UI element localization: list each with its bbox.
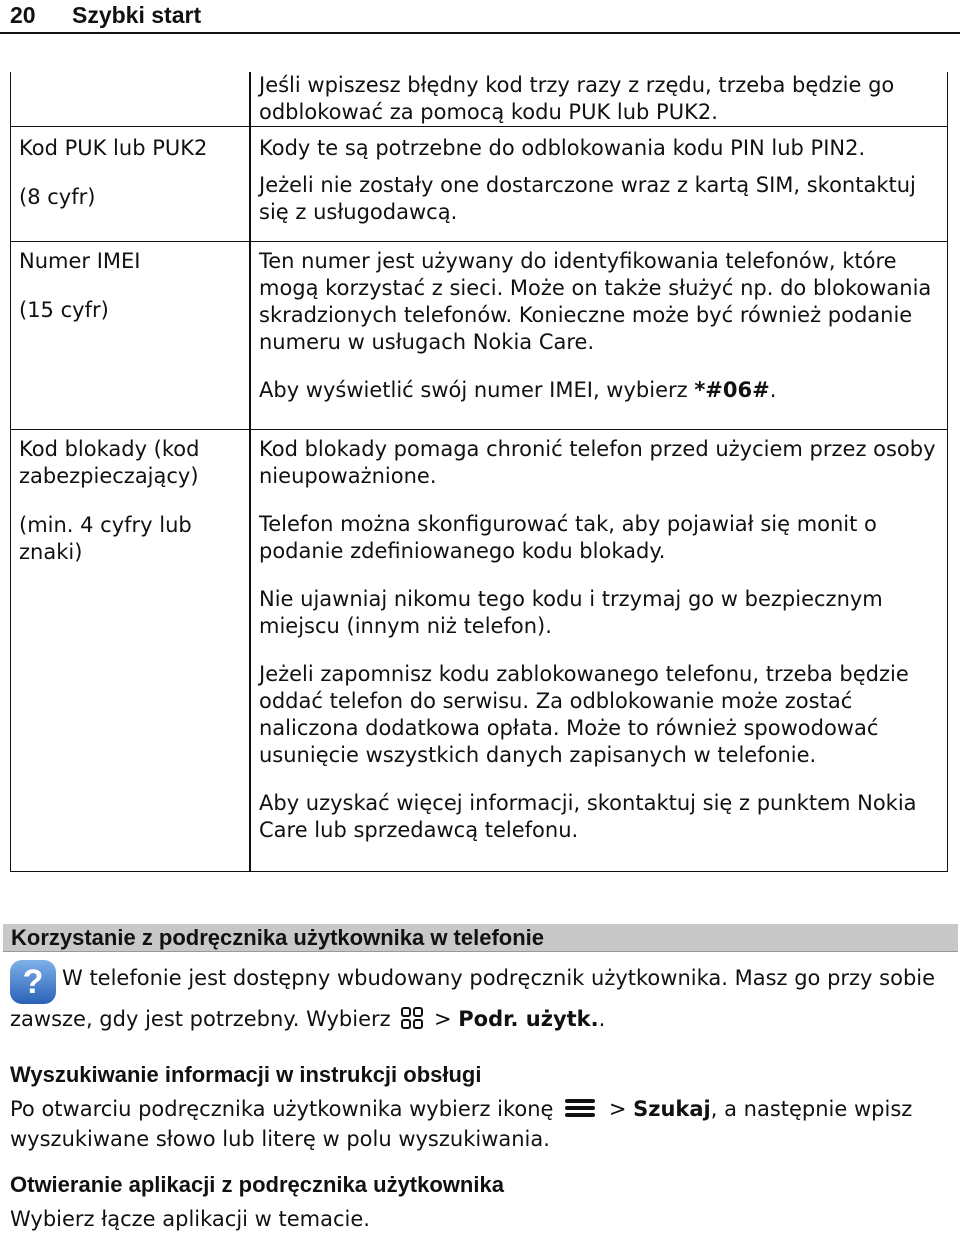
table-row — [11, 127, 948, 242]
guide-path: Podr. użytk. — [458, 1007, 599, 1031]
pin-warning-text: Jeśli wpiszesz błędny kod trzy razy z rzędu, trzeba będzie go odblokować za pomocą kodu PUK lub PUK2. — [259, 73, 895, 124]
puk-digits: (8 cyfr) — [19, 185, 96, 209]
table-row — [11, 72, 948, 127]
page-header — [0, 0, 960, 34]
guide-text: W telefonie jest dostępny wbudowany podręcznik użytkownika. Masz go przy sobie zawsze, gdy jest potrzebny. Wybierz — [10, 966, 936, 1031]
imei-desc-cell — [250, 242, 948, 430]
table-row — [11, 242, 948, 430]
page-number: 20 — [10, 2, 36, 28]
imei-digits: (15 cyfr) — [19, 298, 109, 322]
puk-desc-cell — [250, 127, 948, 242]
grid-menu-icon — [401, 1007, 423, 1029]
search-heading: Wyszukiwanie informacji w instrukcji obsługi — [10, 1062, 482, 1087]
lock-desc-3: Nie ujawniaj nikomu tego kodu i trzymaj go w bezpiecznym miejscu (innym niż telefon). — [259, 587, 883, 638]
help-icon: ? — [10, 960, 56, 1004]
search-text-b: , a następnie wpisz wyszukiwane słowo lub literę w polu wyszukiwania. — [10, 1097, 913, 1151]
puk-desc-2: Jeżeli nie zostały one dostarczone wraz z kartą SIM, skontaktuj się z usługodawcą. — [259, 173, 916, 224]
guide-heading: Korzystanie z podręcznika użytkownika w telefonie — [3, 924, 958, 952]
apps-paragraph: Wybierz łącze aplikacji w temacie. — [10, 1207, 370, 1231]
search-cmd: Szukaj — [633, 1097, 711, 1121]
lock-desc-1: Kod blokady pomaga chronić telefon przed użyciem przez osoby nieupoważnione. — [259, 437, 936, 488]
lock-desc-cell — [250, 430, 948, 872]
guide-sep: > — [427, 1007, 459, 1031]
lock-digits: (min. 4 cyfry lub znaki) — [19, 513, 192, 564]
imei-show-line — [259, 377, 939, 404]
search-text-a: Po otwarciu podręcznika użytkownika wybierz ikonę — [10, 1097, 561, 1121]
table-cell-empty — [11, 72, 251, 127]
codes-table — [10, 72, 948, 872]
lock-desc-4: Jeżeli zapomnisz kodu zablokowanego telefonu, trzeba będzie oddać telefon do serwisu. Za odblokowanie może zostać naliczona dodatkowa opłata. Może to również spowodować usunięcie wszystkich danych zapisanych w telefonie. — [259, 662, 909, 767]
puk-name: Kod PUK lub PUK2 — [19, 136, 208, 160]
options-menu-icon — [564, 1097, 596, 1119]
imei-code: *#06# — [694, 378, 770, 402]
lock-desc-2: Telefon można skonfigurować tak, aby pojawiał się monit o podanie zdefiniowanego kodu blokady. — [259, 512, 877, 563]
puk-label-cell — [11, 127, 251, 242]
lock-label-cell — [11, 430, 251, 872]
imei-show-prefix: Aby wyświetlić swój numer IMEI, wybierz — [259, 378, 695, 402]
puk-desc-1: Kody te są potrzebne do odblokowania kodu PIN lub PIN2. — [259, 136, 866, 160]
lock-desc-5: Aby uzyskać więcej informacji, skontaktuj się z punktem Nokia Care lub sprzedawcą telefonu. — [259, 791, 917, 842]
imei-show-suffix: . — [769, 378, 777, 402]
table-cell-desc — [250, 72, 948, 127]
guide-paragraph — [10, 960, 950, 1034]
guide-end: . — [598, 1007, 606, 1031]
imei-label-cell — [11, 242, 251, 430]
table-row — [11, 430, 948, 872]
section-title: Szybki start — [72, 2, 202, 28]
search-sep: > — [602, 1097, 634, 1121]
imei-name: Numer IMEI — [19, 249, 141, 273]
search-paragraph — [10, 1094, 950, 1154]
imei-desc: Ten numer jest używany do identyfikowania telefonów, które mogą korzystać z sieci. Może on także służyć np. do blokowania skradzionych telefonów. Konieczne może być również podanie numeru w usługach Nokia Care. — [259, 249, 932, 354]
apps-heading: Otwieranie aplikacji z podręcznika użytkownika — [10, 1172, 504, 1197]
lock-name: Kod blokady (kod zabezpieczający) — [19, 437, 200, 488]
